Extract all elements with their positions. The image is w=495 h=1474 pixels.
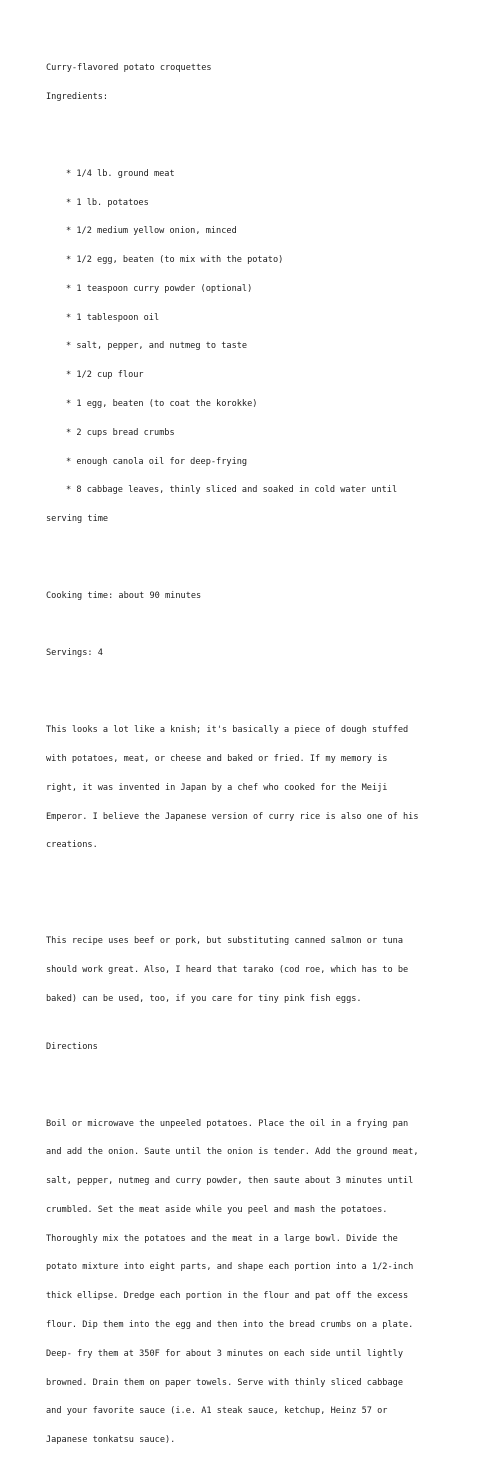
recipe-document — [46, 45, 486, 1474]
directions-heading: Directions — [46, 1041, 98, 1052]
ingredient-item: * enough canola oil for deep-frying — [66, 456, 248, 467]
ingredient-item: * salt, pepper, and nutmeg to taste — [66, 341, 248, 352]
paragraph-line: should work great. Also, I heard that tarako (cod roe, which has to be — [46, 965, 409, 975]
paragraph-line: Japanese tonkatsu sauce). — [46, 1435, 176, 1446]
ingredient-item: * 1 tablespoon oil — [66, 312, 160, 323]
ingredients-list — [46, 151, 486, 544]
spacer — [46, 1072, 486, 1082]
ingredient-item: * 1/2 cup flour — [66, 370, 144, 381]
note-paragraph — [46, 918, 486, 1024]
ingredient-item: * 1/2 medium yellow onion, minced — [66, 226, 237, 237]
paragraph-line: browned. Drain them on paper towels. Serve with thinly sliced cabbage — [46, 1377, 403, 1388]
intro-paragraph — [46, 707, 486, 870]
paragraph-line: Deep- fry them at 350F for about 3 minutes on each side until lightly — [46, 1348, 403, 1359]
paragraph-line: and your favorite sauce (i.e. A1 steak sauce, ketchup, Heinz 57 or — [46, 1406, 388, 1417]
cooking-time: Cooking time: about 90 minutes — [46, 590, 202, 601]
spacer — [46, 889, 486, 899]
ingredient-wrap-line: serving time — [46, 514, 109, 525]
ingredient-item: * 1/2 egg, beaten (to mix with the potato) — [66, 255, 284, 266]
spacer — [46, 122, 486, 132]
paragraph-line: salt, pepper, nutmeg and curry powder, then saute about 3 minutes until — [46, 1176, 414, 1187]
paragraph-line: Boil or microwave the unpeeled potatoes. Place the oil in a frying pan — [46, 1118, 409, 1129]
paragraph-line: baked) can be used, too, if you care for tiny pink fish eggs. — [46, 993, 362, 1004]
paragraph-line: with potatoes, meat, or cheese and baked or fried. If my memory is — [46, 753, 388, 764]
ingredient-item: * 2 cups bread crumbs — [66, 427, 175, 438]
paragraph-line: Emperor. I believe the Japanese version of curry rice is also one of his — [46, 811, 419, 822]
ingredient-item: * 8 cabbage leaves, thinly sliced and soaked in cold water until — [66, 485, 398, 496]
paragraph-line: creations. — [46, 840, 98, 851]
paragraph-line: right, it was invented in Japan by a chef who cooked for the Meiji — [46, 782, 388, 793]
paragraph-line: and add the onion. Saute until the onion is tender. Add the ground meat, — [46, 1147, 419, 1158]
ingredient-item: * 1/4 lb. ground meat — [66, 168, 175, 179]
paragraph-line: thick ellipse. Dredge each portion in the flour and pat off the excess — [46, 1291, 409, 1302]
spacer — [46, 621, 486, 631]
ingredient-item: * 1 teaspoon curry powder (optional) — [66, 283, 253, 294]
ingredient-item: * 1 lb. potatoes — [66, 197, 149, 208]
paragraph-line: This recipe uses beef or pork, but substituting canned salmon or tuna — [46, 936, 403, 947]
ingredient-item: * 1 egg, beaten (to coat the korokke) — [66, 398, 258, 409]
servings: Servings: 4 — [46, 648, 103, 659]
paragraph-line: crumbled. Set the meat aside while you peel and mash the potatoes. — [46, 1204, 388, 1215]
recipe-title: Curry-flavored potato croquettes — [46, 63, 212, 74]
paragraph-line: Thoroughly mix the potatoes and the meat in a large bowl. Divide the — [46, 1233, 398, 1244]
directions-paragraph — [46, 1100, 486, 1465]
spacer — [46, 563, 486, 573]
paragraph-line: potato mixture into eight parts, and shape each portion into a 1/2-inch — [46, 1262, 414, 1273]
ingredients-heading: Ingredients: — [46, 91, 109, 102]
paragraph-line: This looks a lot like a knish; it's basically a piece of dough stuffed — [46, 725, 409, 736]
spacer — [46, 678, 486, 688]
paragraph-line: flour. Dip them into the egg and then into the bread crumbs on a plate. — [46, 1319, 414, 1330]
